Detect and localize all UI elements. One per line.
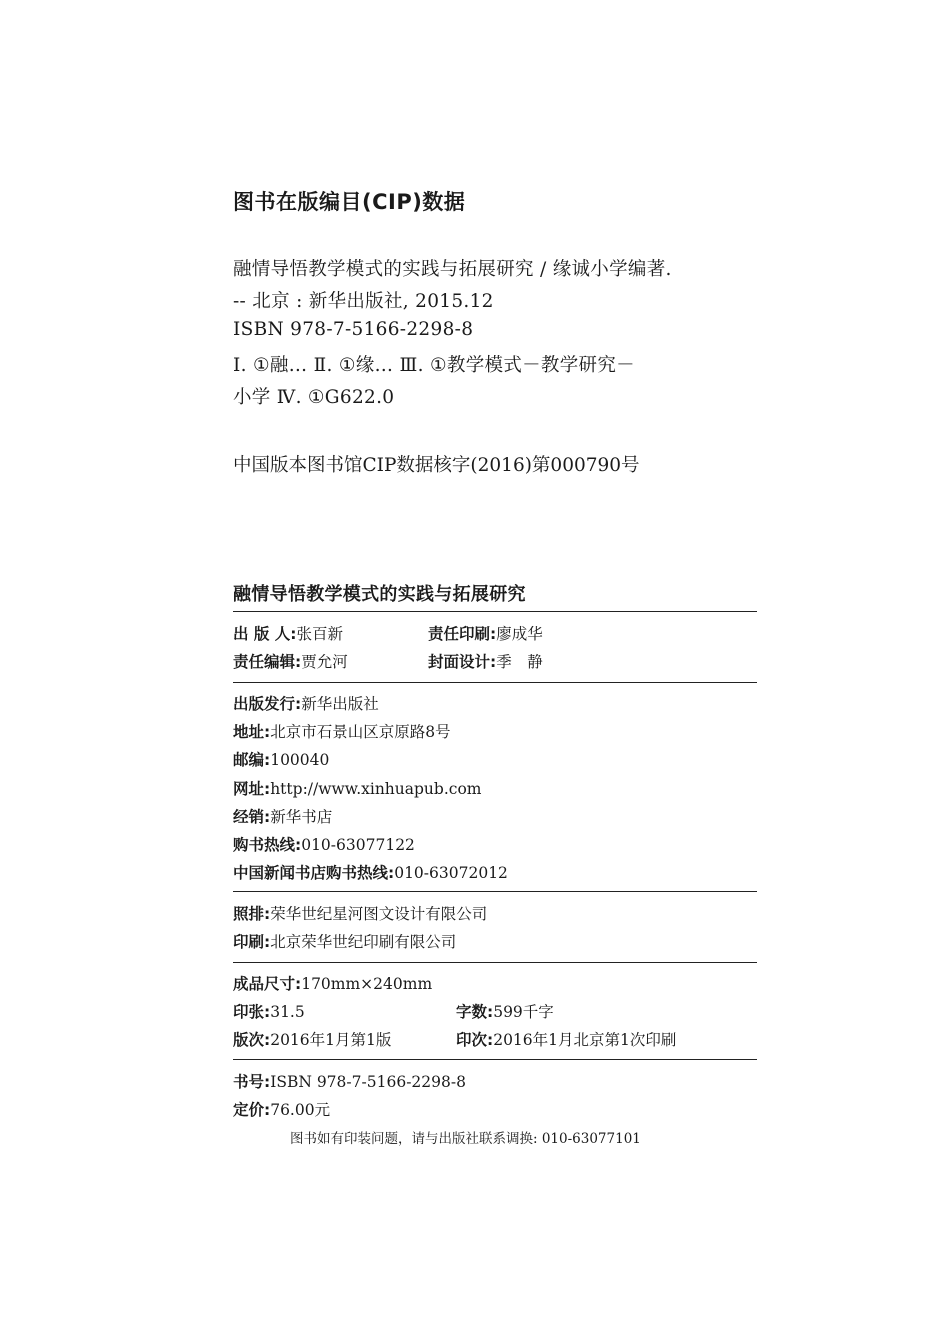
divider [233, 611, 757, 612]
divider [233, 891, 757, 892]
book-number-label: 书号: [233, 1073, 271, 1091]
cip-heading: 图书在版编目(CIP)数据 [233, 190, 466, 214]
impression-row [456, 1028, 676, 1050]
website-value: http://www.xinhuapub.com [270, 780, 482, 798]
price-row [233, 1098, 330, 1120]
cover-design-value: 季 静 [496, 653, 543, 671]
cover-design-row [428, 650, 543, 672]
publisher-value: 张百新 [296, 625, 344, 643]
typeset-label: 照排: [233, 905, 271, 923]
size-value: 170mm×240mm [301, 975, 433, 993]
price-value: 76.00元 [270, 1101, 331, 1119]
words-label: 字数: [456, 1003, 494, 1021]
hotline-row [233, 833, 415, 855]
price-label: 定价: [233, 1101, 271, 1119]
sheets-row [233, 1000, 305, 1022]
news-hotline-label: 中国新闻书店购书热线: [233, 864, 395, 882]
return-note: 图书如有印装问题，请与出版社联系调换: 010-63077101 [290, 1131, 641, 1147]
words-row [456, 1000, 554, 1022]
cip-isbn-line: ISBN 978-7-5166-2298-8 [233, 319, 474, 340]
impression-value: 2016年1月北京第1次印刷 [493, 1031, 677, 1049]
sheets-value: 31.5 [270, 1003, 305, 1021]
news-hotline-value: 010-63072012 [394, 864, 508, 882]
words-value: 599千字 [493, 1003, 554, 1021]
size-label: 成品尺寸: [233, 975, 302, 993]
cip-record-number: 中国版本图书馆CIP数据核字(2016)第000790号 [233, 455, 640, 476]
hotline-value: 010-63077122 [301, 836, 415, 854]
book-number-value: ISBN 978-7-5166-2298-8 [270, 1073, 466, 1091]
website-label: 网址: [233, 780, 271, 798]
publisher-row [233, 622, 343, 644]
distributor-label: 经销: [233, 808, 271, 826]
address-label: 地址: [233, 723, 271, 741]
postcode-value: 100040 [270, 751, 330, 769]
postcode-label: 邮编: [233, 751, 271, 769]
address-value: 北京市石景山区京原路8号 [270, 723, 451, 741]
issue-row [233, 692, 379, 714]
cover-design-label: 封面设计: [428, 653, 497, 671]
issue-value: 新华出版社 [301, 695, 379, 713]
print-editor-row [428, 622, 543, 644]
impression-label: 印次: [456, 1031, 494, 1049]
news-hotline-row [233, 861, 508, 883]
size-row [233, 972, 432, 994]
divider [233, 682, 757, 683]
editor-row [233, 650, 348, 672]
print-editor-value: 廖成华 [496, 625, 543, 643]
cip-classification-line: 小学 Ⅳ. ①G622.0 [233, 387, 395, 408]
postcode-row [233, 748, 329, 770]
editor-label: 责任编辑: [233, 653, 302, 671]
edition-value: 2016年1月第1版 [270, 1031, 392, 1049]
distributor-row [233, 805, 332, 827]
sheets-label: 印张: [233, 1003, 271, 1021]
printer-label: 印刷: [233, 933, 271, 951]
distributor-value: 新华书店 [270, 808, 333, 826]
cip-title-line: 融情导悟教学模式的实践与拓展研究 / 缘诚小学编著. [233, 259, 672, 280]
editor-value: 贾允河 [301, 653, 348, 671]
divider [233, 962, 757, 963]
book-title: 融情导悟教学模式的实践与拓展研究 [233, 584, 526, 605]
cip-publication-line: -- 北京 : 新华出版社, 2015.12 [233, 291, 494, 312]
printer-value: 北京荣华世纪印刷有限公司 [270, 933, 457, 951]
address-row [233, 720, 451, 742]
hotline-label: 购书热线: [233, 836, 302, 854]
website-row [233, 777, 481, 799]
divider [233, 1059, 757, 1060]
publisher-label: 出 版 人: [233, 625, 297, 643]
edition-label: 版次: [233, 1031, 271, 1049]
edition-row [233, 1028, 391, 1050]
printer-row [233, 930, 456, 952]
issue-label: 出版发行: [233, 695, 302, 713]
typeset-row [233, 902, 487, 924]
book-number-row [233, 1070, 466, 1092]
cip-subject-line: Ⅰ. ①融… Ⅱ. ①缘… Ⅲ. ①教学模式－教学研究－ [233, 355, 635, 376]
print-editor-label: 责任印刷: [428, 625, 497, 643]
typeset-value: 荣华世纪星河图文设计有限公司 [270, 905, 488, 923]
